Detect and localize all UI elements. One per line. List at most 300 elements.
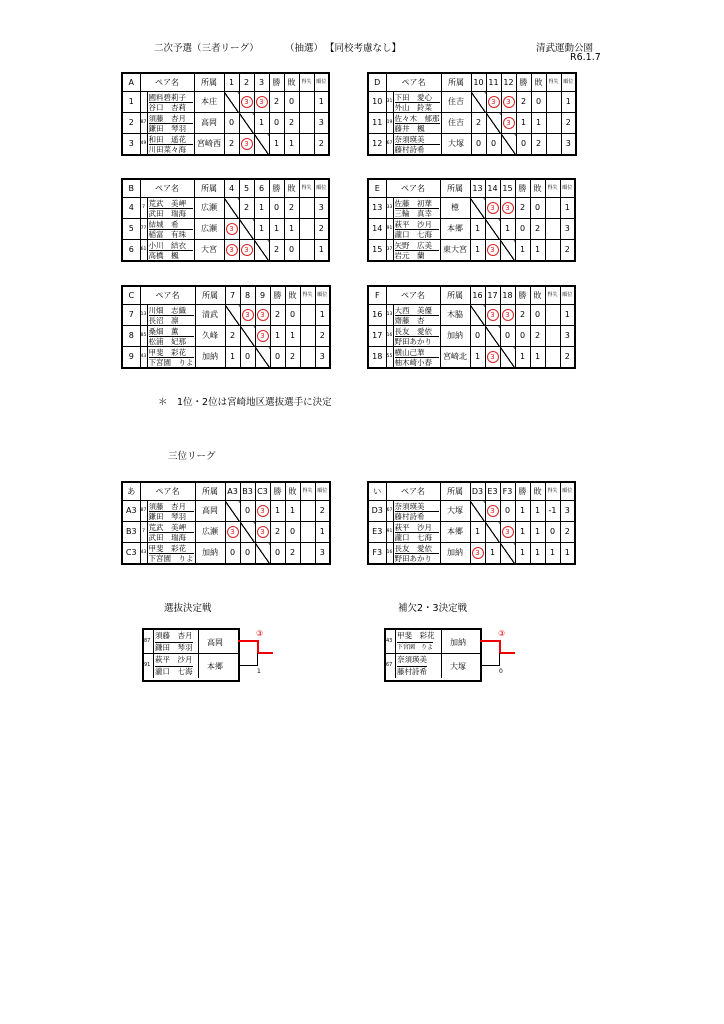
- match-result: 2: [224, 134, 239, 156]
- player-name: 瀧口 七海: [395, 532, 439, 542]
- losses: 0: [285, 522, 300, 543]
- self-match-cell: [470, 198, 485, 219]
- wins: 2: [270, 305, 285, 326]
- bracket1-title: 選抜決定戦: [164, 603, 212, 614]
- wins: 2: [269, 240, 284, 262]
- wins-header: 勝: [270, 482, 285, 501]
- self-match-cell: [501, 134, 516, 156]
- seed-number: 55: [386, 347, 393, 369]
- pair-names: [147, 92, 194, 113]
- table-row: [368, 522, 575, 543]
- seed-number: 67: [386, 134, 393, 156]
- self-match-cell: [224, 92, 239, 113]
- wins: 2: [516, 92, 531, 113]
- player-name: 横山己華: [394, 347, 425, 357]
- self-match-cell: [239, 219, 254, 240]
- wins-header: 勝: [269, 73, 284, 92]
- player-name: 鎌田 琴羽: [149, 123, 193, 133]
- win-mark: 3: [257, 505, 269, 517]
- wins-header: 勝: [270, 286, 285, 305]
- bracket1-p2-score: 1: [257, 668, 261, 675]
- team-name: 本郷: [440, 219, 470, 240]
- point-diff: [300, 522, 315, 543]
- point-diff: [300, 501, 315, 522]
- rank-header: 順位: [560, 179, 575, 198]
- win-mark: 3: [227, 526, 239, 538]
- col-header: 9: [255, 286, 270, 305]
- pair-header: ペア名: [140, 286, 195, 305]
- team-name: 宮崎西: [194, 134, 224, 156]
- col-header: 6: [254, 179, 269, 198]
- losses: 2: [285, 347, 300, 369]
- losses: 1: [285, 326, 300, 347]
- pair-header: ペア名: [140, 179, 194, 198]
- win-mark: 3: [226, 244, 238, 256]
- pair-names: [147, 501, 195, 522]
- wins: 0: [270, 347, 285, 369]
- pair-number: 1: [122, 92, 140, 113]
- team-name: 高岡: [194, 113, 224, 134]
- player-name: 藤村詩希: [395, 511, 439, 521]
- pair-names: [147, 543, 195, 565]
- match-result: 0: [240, 501, 255, 522]
- pair-number: 17: [368, 326, 386, 347]
- table-row: [122, 240, 329, 262]
- player-name: 須藤 杏月: [148, 501, 186, 511]
- losses-header: 敗: [530, 286, 545, 305]
- bracket1-p2-seed: 91: [144, 662, 151, 668]
- point-diff: [546, 113, 561, 134]
- wins: 1: [515, 522, 530, 543]
- table-row: [368, 198, 575, 219]
- rank: 3: [315, 543, 330, 565]
- team-name: 住吉: [441, 92, 471, 113]
- self-match-cell: [485, 326, 500, 347]
- bracket2-p1-name2: 下宮園 りよ: [397, 644, 434, 651]
- col-header: 11: [486, 73, 501, 92]
- match-result: [255, 305, 270, 326]
- player-name: 萩平 沙月: [394, 219, 432, 229]
- player-name: 鎌田 琴羽: [149, 511, 194, 521]
- player-name: 藤井 楓: [395, 123, 440, 133]
- col-header: F3: [500, 482, 515, 501]
- rank: 2: [560, 347, 575, 369]
- bracket2-p2-team: 大塚: [450, 662, 466, 671]
- draw-note: 【同校考慮なし】: [325, 43, 402, 54]
- win-mark: 3: [488, 96, 500, 108]
- win-mark: 3: [257, 309, 269, 321]
- bracket2-p2-score: 0: [499, 668, 503, 675]
- losses: 1: [530, 240, 545, 262]
- player-name: 谷口 杏莉: [149, 102, 193, 112]
- player-name: 長沼 凛: [149, 315, 194, 325]
- win-mark: 3: [487, 505, 499, 517]
- match-result: [500, 305, 515, 326]
- main-league-table-2: [121, 178, 330, 262]
- player-name: 高橋 楓: [149, 250, 193, 260]
- point-diff: [300, 326, 315, 347]
- table-row: [122, 522, 330, 543]
- seed-number: 87: [140, 113, 147, 134]
- rank: 2: [315, 326, 330, 347]
- match-result: 1: [470, 522, 485, 543]
- player-name: 瀧口 七海: [395, 229, 439, 239]
- match-result: 1: [254, 198, 269, 219]
- self-match-cell: [240, 522, 255, 543]
- match-result: [501, 92, 516, 113]
- player-name: 稲富 有珠: [149, 229, 193, 239]
- rank: 3: [314, 113, 329, 134]
- seed-number: 43: [140, 347, 147, 369]
- table-row: [122, 219, 329, 240]
- self-match-cell: [486, 113, 501, 134]
- win-mark: 3: [487, 351, 499, 363]
- player-name: 和田 遥花: [148, 134, 186, 144]
- pair-number: 13: [368, 198, 386, 219]
- player-name: 荒武 美岬: [148, 198, 186, 208]
- rank: 2: [315, 501, 330, 522]
- bracket1-p1-team: 高岡: [207, 638, 223, 647]
- losses: 2: [285, 543, 300, 565]
- wins: 1: [269, 219, 284, 240]
- self-match-cell: [470, 501, 485, 522]
- wins: 2: [270, 522, 285, 543]
- wins: 0: [269, 113, 284, 134]
- col-header: 13: [470, 179, 485, 198]
- bracket2-title: 補欠2・3決定戦: [398, 603, 468, 614]
- pair-header: ペア名: [140, 73, 194, 92]
- self-match-cell: [254, 134, 269, 156]
- rank: 1: [314, 240, 329, 262]
- losses: 0: [530, 305, 545, 326]
- table-row: [368, 305, 575, 326]
- wins: 1: [270, 501, 285, 522]
- pair-names: [147, 240, 194, 262]
- diff-header: 得失: [545, 482, 560, 501]
- losses: 1: [285, 501, 300, 522]
- team-name: 檍: [440, 198, 470, 219]
- rank: 2: [560, 522, 575, 543]
- losses-header: 敗: [284, 179, 299, 198]
- bracket2-p1-team: 加納: [450, 638, 466, 647]
- bracket1-p1-score: ③: [256, 629, 264, 638]
- main-league-table-5: [367, 285, 576, 369]
- match-result: 1: [485, 543, 500, 565]
- col-header: C3: [255, 482, 270, 501]
- rank: 2: [561, 113, 576, 134]
- main-league-table-4: [121, 285, 331, 369]
- point-diff: [299, 92, 314, 113]
- player-name: 武田 瑞海: [149, 532, 194, 542]
- pair-names: [147, 326, 195, 347]
- match-result: [486, 92, 501, 113]
- self-match-cell: [225, 501, 240, 522]
- table-row: [368, 543, 575, 565]
- diff-header: 得失: [300, 286, 315, 305]
- seed-number: 49: [140, 134, 147, 156]
- rank: 2: [314, 219, 329, 240]
- pair-number: 2: [122, 113, 140, 134]
- losses-header: 敗: [531, 73, 546, 92]
- wins: 2: [515, 198, 530, 219]
- page-title: 二次予選（三者リーグ）: [154, 43, 259, 54]
- wins: 2: [269, 92, 284, 113]
- team-name: 加納: [440, 543, 470, 565]
- pair-names: [393, 522, 440, 543]
- league-label: E: [368, 179, 386, 198]
- win-mark: 3: [242, 309, 254, 321]
- pair-number: 7: [122, 305, 140, 326]
- col-header: 3: [254, 73, 269, 92]
- player-name: 大西 美優: [394, 305, 432, 315]
- pair-number: 15: [368, 240, 386, 262]
- wins: 1: [515, 501, 530, 522]
- rank-header: 順位: [314, 73, 329, 92]
- player-name: 小川 結衣: [148, 240, 186, 250]
- pair-number: A3: [122, 501, 140, 522]
- win-mark: 3: [487, 202, 499, 214]
- self-match-cell: [470, 305, 485, 326]
- match-result: 0: [471, 134, 486, 156]
- pair-number: 6: [122, 240, 140, 262]
- player-name: 甲斐 彩花: [148, 543, 186, 553]
- wins-header: 勝: [516, 73, 531, 92]
- seed-number: 85: [140, 326, 147, 347]
- diff-header: 得失: [545, 286, 560, 305]
- player-name: 川畑 志織: [148, 305, 186, 315]
- draw-method: （抽選）: [285, 43, 324, 54]
- wins-header: 勝: [515, 482, 530, 501]
- pair-names: [147, 347, 195, 369]
- diff-header: 得失: [299, 73, 314, 92]
- main-league-table-1: [367, 72, 577, 156]
- wins-header: 勝: [515, 286, 530, 305]
- seed-number: [140, 92, 147, 113]
- match-result: 0: [470, 326, 485, 347]
- col-header: 1: [224, 73, 239, 92]
- pair-number: F3: [368, 543, 386, 565]
- player-name: 矢野 広美: [394, 240, 432, 250]
- pair-names: [393, 92, 441, 113]
- table-row: [368, 113, 576, 134]
- point-diff: [299, 134, 314, 156]
- point-diff: [546, 134, 561, 156]
- rank: 3: [561, 134, 576, 156]
- point-diff: [545, 326, 560, 347]
- losses: 1: [530, 522, 545, 543]
- seed-number: 7: [140, 198, 147, 219]
- player-name: 武田 瑞海: [149, 208, 193, 218]
- col-header: 16: [470, 286, 485, 305]
- match-result: 0: [500, 326, 515, 347]
- wins: 0: [270, 543, 285, 565]
- losses: 0: [531, 92, 546, 113]
- league-label: D: [368, 73, 386, 92]
- point-diff: 0: [545, 522, 560, 543]
- seed-number: 91: [386, 522, 393, 543]
- seed-number: 16: [386, 543, 393, 565]
- pair-names: [393, 326, 440, 347]
- match-result: [485, 501, 500, 522]
- pair-names: [147, 305, 195, 326]
- wins-header: 勝: [515, 179, 530, 198]
- losses-header: 敗: [530, 179, 545, 198]
- match-result: [239, 92, 254, 113]
- losses: 2: [284, 198, 299, 219]
- team-name: 大塚: [441, 134, 471, 156]
- match-result: 1: [470, 219, 485, 240]
- wins: 0: [516, 134, 531, 156]
- win-mark: 3: [241, 138, 253, 150]
- col-header: 14: [485, 179, 500, 198]
- league-label: い: [368, 482, 386, 501]
- league-label: C: [122, 286, 140, 305]
- wins: 1: [516, 113, 531, 134]
- match-result: 2: [471, 113, 486, 134]
- player-name: 桑畑 薫: [148, 326, 179, 336]
- self-match-cell: [225, 305, 240, 326]
- table-row: [368, 326, 575, 347]
- col-header: A3: [225, 482, 240, 501]
- player-name: 須藤 杏月: [148, 113, 186, 123]
- team-name: 加納: [440, 326, 470, 347]
- match-result: [485, 240, 500, 262]
- rank: 2: [314, 134, 329, 156]
- table-row: [122, 347, 330, 369]
- win-mark: 3: [257, 330, 269, 342]
- match-result: [254, 92, 269, 113]
- match-result: 0: [225, 543, 240, 565]
- bracket1-p2-name2: 瀧口 七海: [155, 667, 193, 676]
- wins-header: 勝: [269, 179, 284, 198]
- seed-number: 31: [386, 92, 393, 113]
- match-result: [485, 347, 500, 369]
- losses: 0: [284, 92, 299, 113]
- losses: 1: [530, 501, 545, 522]
- pair-number: E3: [368, 522, 386, 543]
- diff-header: 得失: [545, 179, 560, 198]
- player-name: 萩平 沙月: [394, 522, 432, 532]
- match-result: [255, 326, 270, 347]
- losses-header: 敗: [285, 286, 300, 305]
- team-name: 広瀬: [195, 522, 225, 543]
- pair-number: 16: [368, 305, 386, 326]
- seed-number: 19: [386, 113, 393, 134]
- losses: 2: [284, 113, 299, 134]
- win-mark: 3: [487, 244, 499, 256]
- match-result: [239, 240, 254, 262]
- seed-number: 7: [140, 522, 147, 543]
- table-row: [368, 347, 575, 369]
- col-header: 5: [239, 179, 254, 198]
- losses: 2: [531, 134, 546, 156]
- table-row: [122, 501, 330, 522]
- self-match-cell: [255, 347, 270, 369]
- seed-number: 13: [140, 305, 147, 326]
- self-match-cell: [240, 326, 255, 347]
- losses: 1: [284, 219, 299, 240]
- self-match-cell: [254, 240, 269, 262]
- league-label: F: [368, 286, 386, 305]
- losses: 2: [530, 219, 545, 240]
- team-name: 東大宮: [440, 240, 470, 262]
- bracket1-p2-name1: 萩平 沙月: [155, 655, 193, 664]
- main-league-table-3: [367, 178, 576, 262]
- bracket2-p2-name2: 藤村詩希: [397, 667, 427, 676]
- table-row: [122, 305, 330, 326]
- col-header: 8: [240, 286, 255, 305]
- league-label: B: [122, 179, 140, 198]
- player-name: 野田あかり: [395, 336, 439, 346]
- pair-names: [393, 113, 441, 134]
- main-league-table-0: [121, 72, 330, 156]
- player-name: 川田菜々海: [149, 144, 193, 154]
- losses: 0: [285, 305, 300, 326]
- player-name: 奈須瑛美: [394, 501, 425, 511]
- player-name: 結城 希: [148, 219, 179, 229]
- pair-number: C3: [122, 543, 140, 565]
- team-name: 清武: [195, 305, 225, 326]
- team-name: 広瀬: [194, 219, 224, 240]
- col-header: E3: [485, 482, 500, 501]
- match-result: 1: [470, 347, 485, 369]
- seed-number: 61: [140, 240, 147, 262]
- pair-number: 9: [122, 347, 140, 369]
- match-result: 0: [486, 134, 501, 156]
- team-header: 所属: [194, 179, 224, 198]
- col-header: 2: [239, 73, 254, 92]
- pair-number: 11: [368, 113, 386, 134]
- table-row: [122, 134, 329, 156]
- rank-header: 順位: [560, 482, 575, 501]
- bracket2-p1-name1: 甲斐 彩花: [397, 631, 435, 640]
- rank-header: 順位: [314, 179, 329, 198]
- match-result: [240, 305, 255, 326]
- match-result: [500, 198, 515, 219]
- match-result: 0: [224, 113, 239, 134]
- pair-number: 10: [368, 92, 386, 113]
- player-name: 荒武 美岬: [148, 522, 186, 532]
- self-match-cell: [500, 240, 515, 262]
- pair-number: 8: [122, 326, 140, 347]
- wins: 1: [515, 543, 530, 565]
- self-match-cell: [485, 219, 500, 240]
- pair-names: [147, 522, 195, 543]
- self-match-cell: [500, 347, 515, 369]
- team-header: 所属: [440, 286, 470, 305]
- col-header: 18: [500, 286, 515, 305]
- pair-names: [393, 501, 440, 522]
- win-mark: 3: [502, 309, 514, 321]
- win-mark: 3: [502, 202, 514, 214]
- match-result: 0: [240, 543, 255, 565]
- point-diff: [545, 198, 560, 219]
- pair-number: B3: [122, 522, 140, 543]
- rank-header: 順位: [560, 286, 575, 305]
- table-row: [368, 501, 575, 522]
- seed-number: 67: [386, 501, 393, 522]
- point-diff: [300, 543, 315, 565]
- player-name: 三輪 真幸: [395, 208, 439, 218]
- self-match-cell: [239, 113, 254, 134]
- wins: 1: [515, 240, 530, 262]
- wins: 2: [515, 305, 530, 326]
- bracket2-p1-score: ③: [498, 629, 506, 638]
- bracket1-p2-team: 本郷: [207, 662, 223, 671]
- match-result: [470, 543, 485, 565]
- pair-names: [147, 134, 194, 156]
- match-result: 2: [225, 326, 240, 347]
